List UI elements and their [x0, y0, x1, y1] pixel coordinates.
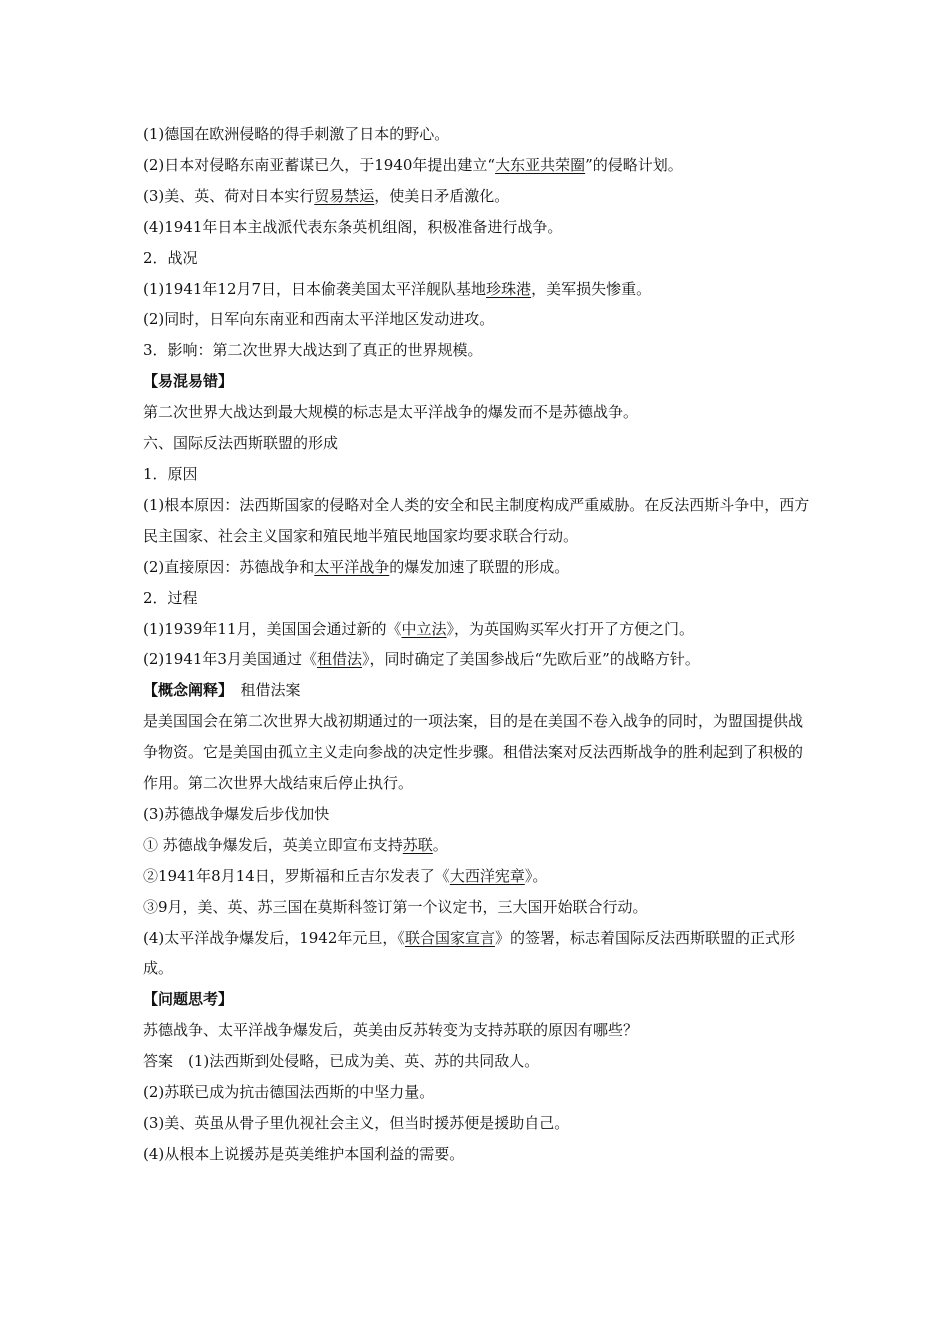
text: ，使美日矛盾激化。: [374, 186, 510, 205]
text: (3)美、英、荷对日本实行: [143, 186, 315, 205]
cause-item-1: (1)德国在欧洲侵略的得手刺激了日本的野心。: [143, 125, 450, 143]
underlined-term: 大东亚共荣圈: [495, 155, 586, 174]
document-body: [143, 119, 811, 1170]
process-item-1: [143, 614, 811, 645]
process-sub-2: [143, 861, 811, 892]
text: ，美军损失惨重。: [531, 279, 652, 298]
question-heading: 【问题思考】: [143, 990, 234, 1009]
text: (4)太平洋战争爆发后，1942年元旦，《: [143, 928, 405, 947]
concept-text: 是美国国会在第二次世界大战初期通过的一项法案，目的是在美国不卷入战争的同时，为盟国提供战争物资。它是美国由孤立主义走向参战的决定性步骤。租借法案对反法西斯战争的胜利起到了积极的作用。第二次世界大战结束后停止执行。: [143, 712, 804, 793]
underlined-term: 联合国家宣言: [404, 928, 495, 947]
answer-item-2: (2)苏联已成为抗击德国法西斯的中坚力量。: [143, 1083, 435, 1102]
text: ②1941年8月14日，罗斯福和丘吉尔发表了《: [143, 866, 450, 885]
text: (2)日本对侵略东南亚蓄谋已久，于1940年提出建立“: [143, 155, 496, 174]
answer-item-4: (4)从根本上说援苏是英美维护本国利益的需要。: [143, 1144, 465, 1163]
underlined-term: 苏联: [402, 835, 433, 854]
answer-item-3: (3)美、英虽从骨子里仇视社会主义，但当时援苏便是援助自己。: [143, 1114, 570, 1132]
process-item-2: [143, 644, 811, 675]
text: ① 苏德战争爆发后，英美立即宣布支持: [143, 835, 403, 854]
question-text: 苏德战争、太平洋战争爆发后，英美由反苏转变为支持苏联的原因有哪些？: [143, 1021, 639, 1040]
text: (1)1939年11月，美国国会通过新的《: [143, 619, 402, 638]
text: (1)1941年12月7日，日本偷袭美国太平洋舰队基地: [143, 279, 487, 298]
cause-item-4: (4)1941年日本主战派代表东条英机组阁，积极准备进行战争。: [143, 217, 563, 236]
text: 。: [432, 835, 448, 854]
text: 》的签署，标志着国际反法西斯联盟的正式形成。: [143, 928, 795, 978]
battle-item-2: (2)同时，日军向东南亚和西南太平洋地区发动进攻。: [143, 310, 495, 329]
underlined-term: 大西洋宪章: [449, 866, 525, 885]
process-item-3: (3)苏德战争爆发后步伐加快: [143, 804, 330, 823]
underlined-term: 贸易禁运: [314, 186, 375, 205]
underlined-term: 珍珠港: [486, 279, 532, 298]
cause-item-2: [143, 150, 811, 181]
section-heading-process: 2．过程: [143, 588, 198, 607]
section-heading-reasons: 1．原因: [143, 464, 198, 483]
concept-label: 【概念阐释】: [143, 681, 226, 700]
section-impact: 3．影响：第二次世界大战达到了真正的世界规模。: [143, 341, 483, 360]
tip-text-confusion: 第二次世界大战达到最大规模的标志是太平洋战争的爆发而不是苏德战争。: [143, 403, 639, 422]
answer-item-1: 答案 (1)法西斯到处侵略，已成为美、英、苏的共同敌人。: [143, 1052, 540, 1071]
text: 》，同时确定了美国参战后“先欧后亚”的战略方针。: [361, 650, 700, 669]
text: 的爆发加速了联盟的形成。: [389, 557, 570, 576]
tip-heading-confusion: 【易混易错】: [143, 372, 234, 391]
reason-item-2: [143, 552, 811, 583]
chapter-heading-alliance: 六、国际反法西斯联盟的形成: [143, 434, 339, 453]
text: 》，为英国购买军火打开了方便之门。: [446, 619, 695, 638]
reason-item-1: (1)根本原因：法西斯国家的侵略对全人类的安全和民主制度构成严重威胁。在反法西斯斗争中，西方民主国家、社会主义国家和殖民地半殖民地国家均要求联合行动。: [143, 495, 810, 545]
cause-item-3: [143, 181, 811, 212]
concept-heading: [143, 675, 811, 706]
battle-item-1: [143, 274, 811, 305]
underlined-term: 太平洋战争: [314, 557, 390, 576]
text: ”的侵略计划。: [585, 155, 683, 174]
process-sub-1: [143, 830, 811, 861]
text: (2)直接原因：苏德战争和: [143, 557, 315, 576]
concept-term: 租借法案: [225, 681, 301, 700]
section-heading-battle: 2．战况: [143, 248, 198, 267]
underlined-term: 中立法: [401, 619, 447, 638]
process-sub-3: ③9月，美、英、苏三国在莫斯科签订第一个议定书，三大国开始联合行动。: [143, 897, 648, 916]
text: 》。: [524, 866, 548, 885]
text: (2)1941年3月美国通过《: [143, 650, 317, 669]
process-item-4: [143, 923, 811, 985]
underlined-term: 租借法: [316, 650, 362, 669]
